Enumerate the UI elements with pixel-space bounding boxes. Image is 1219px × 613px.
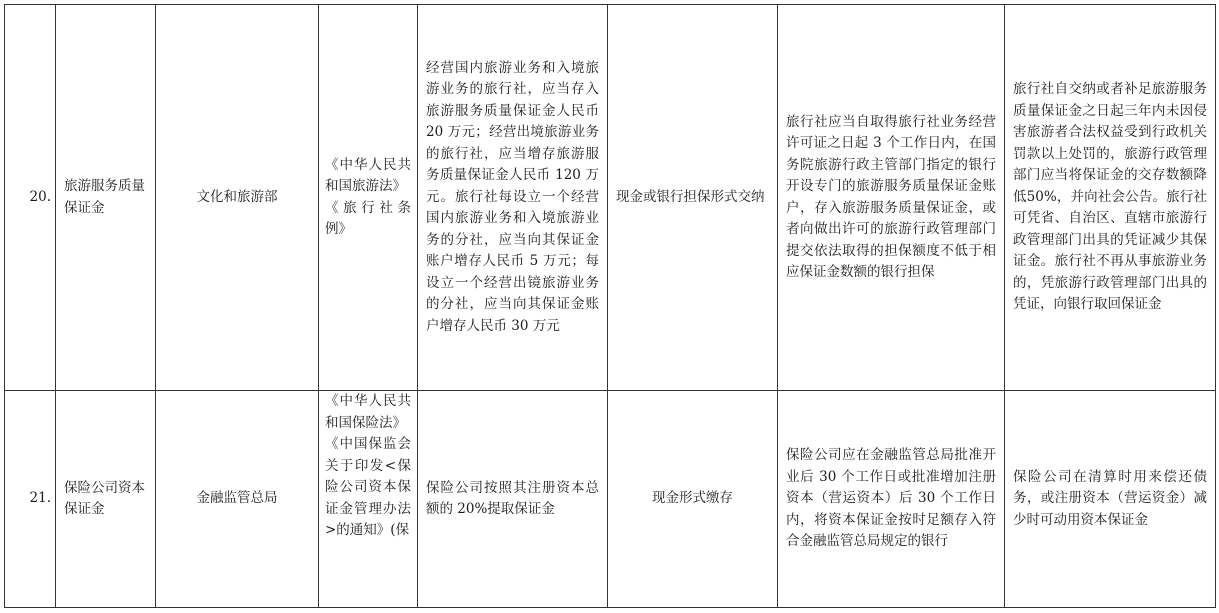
- item-name: 旅游服务质量保证金: [56, 5, 156, 391]
- legal-basis: [319, 5, 418, 391]
- deposit-table: [4, 4, 1216, 608]
- row-number: 21.: [5, 391, 56, 608]
- row-number: 20.: [5, 5, 56, 391]
- item-name: 保险公司资本保证金: [56, 391, 156, 608]
- legal-basis-line: 《中华人民共和国保险法》: [325, 393, 411, 431]
- legal-basis-line: 《中国保监会关于印发<保险公司资本保证金管理办法>的通知》(保: [325, 436, 411, 538]
- payment-method: 现金或银行担保形式交纳: [608, 5, 778, 391]
- refund-conditions: 旅行社自交纳或者补足旅游服务质量保证金之日起三年内未因侵害旅游者合法权益受到行政机关罚款以上处罚的，旅游行政管理部门应当将保证金的交存数额降低50%，并向社会公告。旅行社可凭省、自治区、直辖市旅游行政管理部门出具的凭证减少其保证金。旅行社不再从事旅游业务的，凭旅游行政管理部门出具的凭证，向银行取回保证金: [1005, 5, 1216, 391]
- department: 文化和旅游部: [156, 5, 319, 391]
- table-row: [5, 391, 1216, 608]
- deposit-standard: 保险公司按照其注册资本总额的 20%提取保证金: [418, 391, 608, 608]
- refund-conditions: 保险公司在清算时用来偿还债务，或注册资本（营运资金）减少时可动用资本保证金: [1005, 391, 1216, 608]
- payment-method: 现金形式缴存: [608, 391, 778, 608]
- deposit-procedure: 保险公司应在金融监管总局批准开业后 30 个工作日或批准增加注册资本（营运资本）后 30 个工作日内，将资本保证金按时足额存入符合金融监管总局规定的银行: [778, 391, 1005, 608]
- table-row: [5, 5, 1216, 391]
- department: 金融监管总局: [156, 391, 319, 608]
- legal-basis-line: 《旅行社条例》: [325, 199, 411, 237]
- deposit-procedure: 旅行社应当自取得旅行社业务经营许可证之日起 3 个工作日内，在国务院旅游行政主管部门指定的银行开设专门的旅游服务质量保证金账户，存入旅游服务质量保证金，或者向做出许可的旅游行政管理部门提交依法取得的担保额度不低于相应保证金数额的银行担保: [778, 5, 1005, 391]
- legal-basis: [319, 391, 418, 608]
- deposit-standard: 经营国内旅游业务和入境旅游业务的旅行社，应当存入旅游服务质量保证金人民币 20 万元；经营出境旅游业务的旅行社，应当增存旅游服务质量保证金人民币 120 万元。旅行社每设立一个经营国内旅游业务和入境旅游业务的分社，应当向其保证金账户增存人民币 5 万元；每设立一个经营出镜旅游业务的分社，应当向其保证金账户增存人民币 30 万元: [418, 5, 608, 391]
- legal-basis-line: 《中华人民共和国旅游法》: [325, 156, 411, 194]
